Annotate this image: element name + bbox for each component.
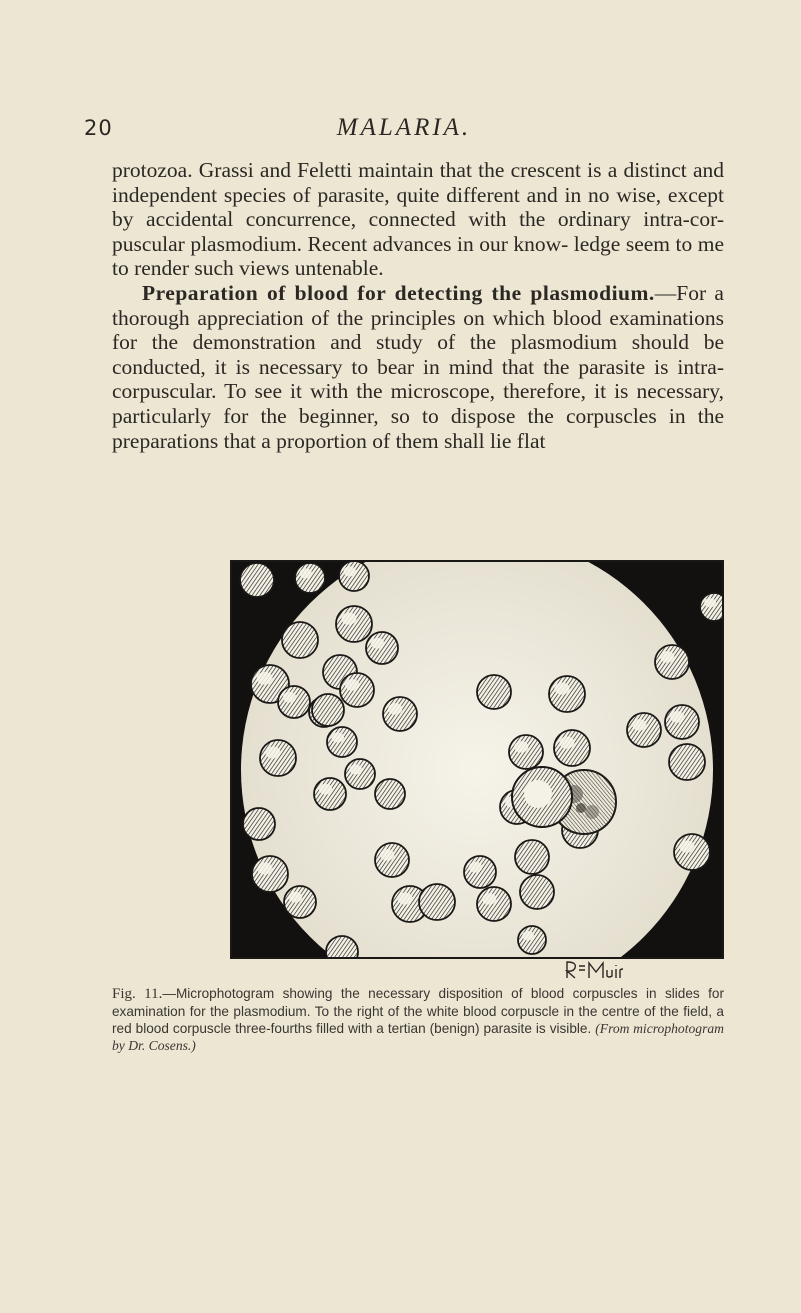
- corpuscle-highlight: [345, 679, 359, 691]
- red-blood-corpuscle: [240, 563, 274, 597]
- red-blood-corpuscle: [327, 727, 357, 757]
- red-blood-corpuscle: [665, 705, 699, 739]
- red-blood-corpuscle: [243, 808, 275, 840]
- corpuscle-highlight: [371, 638, 384, 649]
- corpuscle-highlight: [514, 741, 528, 753]
- corpuscle-highlight: [670, 711, 684, 723]
- corpuscle-highlight: [380, 849, 394, 861]
- corpuscle-highlight: [704, 598, 716, 608]
- corpuscle-highlight: [344, 566, 357, 576]
- red-blood-corpuscle: [518, 926, 546, 954]
- red-blood-corpuscle: [340, 673, 374, 707]
- figure-label: Fig. 11.: [112, 986, 163, 1002]
- corpuscle-highlight: [300, 568, 313, 578]
- red-blood-corpuscle: [375, 843, 409, 877]
- red-blood-corpuscle: [520, 875, 554, 909]
- corpuscle-highlight: [554, 682, 569, 694]
- running-title: MALARIA.: [336, 114, 472, 141]
- red-blood-corpuscle: [655, 645, 689, 679]
- section-heading: Preparation of blood for detecting the plasmodium.: [142, 280, 655, 305]
- corpuscle-highlight: [559, 736, 574, 748]
- page-number: 20: [84, 116, 113, 140]
- corpuscle-highlight: [341, 612, 356, 624]
- red-blood-corpuscle: [509, 735, 543, 769]
- caption-text: —Microphotogram showing the necessary disposition of blood corpuscles in slides for examination for the plasmodium. To the right of the white blood corpuscle in the centre of the field, a red blood corpuscle three-fourths filled with a tertian (benign) parasite is visible.: [112, 986, 725, 1036]
- red-blood-corpuscle: [284, 886, 316, 918]
- corpuscle-highlight: [265, 746, 280, 758]
- red-blood-corpuscle: [627, 713, 661, 747]
- figure-caption: [112, 985, 724, 1054]
- corpuscle-highlight: [482, 893, 496, 905]
- microphotogram-figure: [230, 560, 724, 959]
- artist-signature: [563, 958, 623, 982]
- paragraph-1: protozoa. Grassi and Feletti maintain that the crescent is a distinct and independent species of parasite, quite different and in no wise, except by accidental concurrence, connected with the ordinary intra-cor- puscular plasmodium. Recent advances in our know- ledge seem to me to render such views untenable.: [112, 158, 724, 281]
- red-blood-corpuscle: [464, 856, 496, 888]
- corpuscle-highlight: [660, 651, 674, 663]
- red-blood-corpuscle: [366, 632, 398, 664]
- red-blood-corpuscle: [419, 884, 455, 920]
- corpuscle-highlight: [257, 672, 273, 685]
- page-header: [84, 116, 724, 150]
- microphotogram-image: [232, 562, 722, 957]
- paragraph-2-text: —For a thorough appreciation of the principles on which blood examinations for the demonstration and study of the plasmodium should be conducted, it is necessary to bear in mind that the parasite is intra-corpuscular. To see it with the microscope, therefore, it is necessary, particularly for the beginner, so to dispose the corpuscles in the preparations that a proportion of them shall lie flat: [112, 280, 724, 453]
- red-blood-corpuscle: [278, 686, 310, 718]
- corpuscle-highlight: [397, 892, 412, 904]
- corpuscle-highlight: [289, 892, 302, 903]
- parasitized-red-corpuscle: [512, 767, 572, 827]
- corpuscle-highlight: [350, 764, 363, 774]
- red-blood-corpuscle: [383, 697, 417, 731]
- red-blood-corpuscle: [260, 740, 296, 776]
- red-blood-corpuscle: [549, 676, 585, 712]
- red-blood-corpuscle: [282, 622, 318, 658]
- corpuscle-highlight: [319, 784, 332, 795]
- red-blood-corpuscle: [252, 856, 288, 892]
- corpuscle-highlight: [522, 931, 534, 941]
- red-blood-corpuscle: [336, 606, 372, 642]
- red-blood-corpuscle: [554, 730, 590, 766]
- paragraph-2: [112, 281, 724, 453]
- red-blood-corpuscle: [477, 887, 511, 921]
- red-blood-corpuscle: [339, 562, 369, 591]
- corpuscle-highlight: [469, 862, 482, 873]
- red-blood-corpuscle: [669, 744, 705, 780]
- corpuscle-highlight: [388, 703, 402, 715]
- red-blood-corpuscle: [295, 563, 325, 593]
- corpuscle-highlight: [332, 732, 345, 742]
- body-text: [112, 158, 724, 453]
- corpuscle-highlight: [632, 719, 646, 731]
- corpuscle-highlight: [679, 840, 694, 852]
- corpuscle-highlight: [283, 692, 296, 703]
- red-blood-corpuscle: [345, 759, 375, 789]
- red-blood-corpuscle: [477, 675, 511, 709]
- red-blood-corpuscle: [674, 834, 710, 870]
- red-blood-corpuscle: [314, 778, 346, 810]
- corpuscle-highlight: [257, 862, 272, 874]
- red-blood-corpuscle: [515, 840, 549, 874]
- red-blood-corpuscle: [375, 779, 405, 809]
- red-blood-corpuscle: [312, 694, 344, 726]
- caption-source: (From microphotogram by Dr. Cosens.): [112, 1021, 724, 1053]
